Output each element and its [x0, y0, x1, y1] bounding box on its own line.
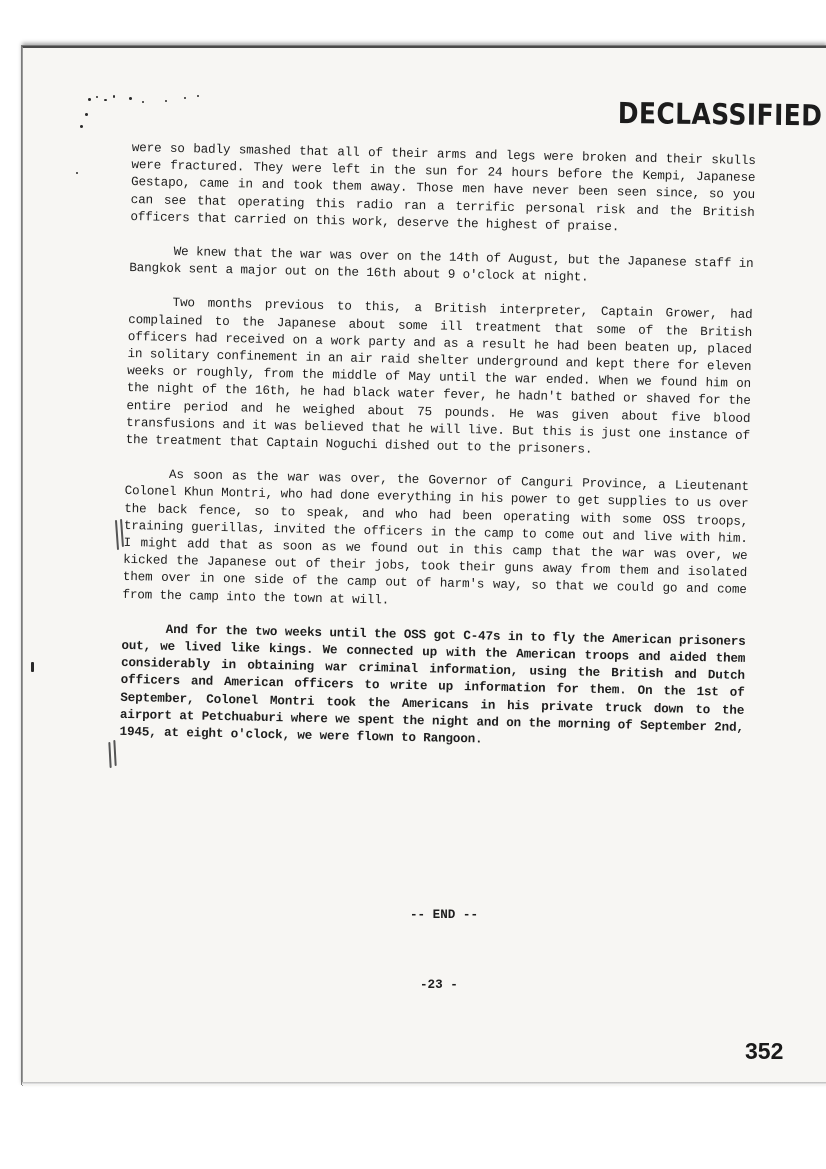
body-text — [119, 140, 756, 771]
scan-speck — [197, 95, 199, 97]
page-number: -23 - — [420, 978, 458, 992]
scan-speck — [113, 95, 115, 98]
scan-speck — [76, 172, 78, 174]
scan-speck — [88, 98, 91, 101]
scan-speck — [165, 100, 167, 102]
paragraph: We knew that the war was over on the 14th of August, but the Japanese staff in Bangkok sent a major out on the 16th about 9 o'clock at night. — [129, 244, 754, 285]
scan-speck — [80, 125, 83, 128]
paragraph: were so badly smashed that all of their arms and legs were broken and their skulls were fractured. They were left in the sun for 24 hours before the Kempi, Japanese Gestapo, came in and took them away. Those men have never been seen since, so you can see that operating this radio ran a terrific personal risk and the British officers that carried on this work, deserve the highest of praise. — [130, 140, 756, 235]
scan-speck — [104, 99, 107, 101]
end-mark: -- END -- — [410, 908, 479, 922]
scan-speck — [96, 96, 98, 98]
scan-speck — [184, 97, 186, 99]
paragraph: Two months previous to this, a British interpreter, Captain Grower, had complained to the Japanese about some ill treatment that some of the British officers had received on a work party and as a result he had been beaten up, placed in solitary confinement in an air raid shelter underground and kept there for eleven weeks or roughly, from the middle of May until the war ended. When we found him on the night of the 16th, he had black water fever, he hadn't bathed or shaved for the entire period and he weighed about 75 pounds. He was given about five blood transfusions and it was believed that he will live. But this is just one instance of the treatment that Captain Noguchi dished out to the prisoners. — [125, 296, 753, 457]
scan-speck — [129, 97, 132, 100]
scan-speck — [85, 113, 88, 116]
declassified-stamp: DECLASSIFIED — [617, 96, 823, 133]
paper-edge — [22, 1082, 826, 1085]
paragraph: And for the two weeks until the OSS got C-47s in to fly the American prisoners out, we lived like kings. We connected up with the American troops and aided them considerably in obtaining war criminal information, using the British and Dutch officers and American officers to write up information for them. On the 1st of September, Colonel Montri took the Americans in his private truck down to the airport at Petchuaburi where we spent the night and on the morning of September 2nd, 1945, at eight o'clock, we were flown to Rangoon. — [119, 622, 746, 747]
scan-speck — [142, 101, 144, 103]
scan-speck — [31, 662, 34, 672]
paragraph: As soon as the war was over, the Governor of Canguri Province, a Lieutenant Colonel Khun Montri, who had done everything in his power to get supplies to us over the back fence, so to speak, and who had been operating with some OSS troops, training guerillas, invited the officers in the camp to come out and live with him. I might add that as soon as we found out in this camp that the war was over, we kicked the Japanese out of their jobs, took their guns away from them and isolated them over in one side of the camp out of harm's way, so that we could go and come from the camp into the town at will. — [122, 468, 750, 608]
archive-number: 352 — [745, 1038, 784, 1064]
